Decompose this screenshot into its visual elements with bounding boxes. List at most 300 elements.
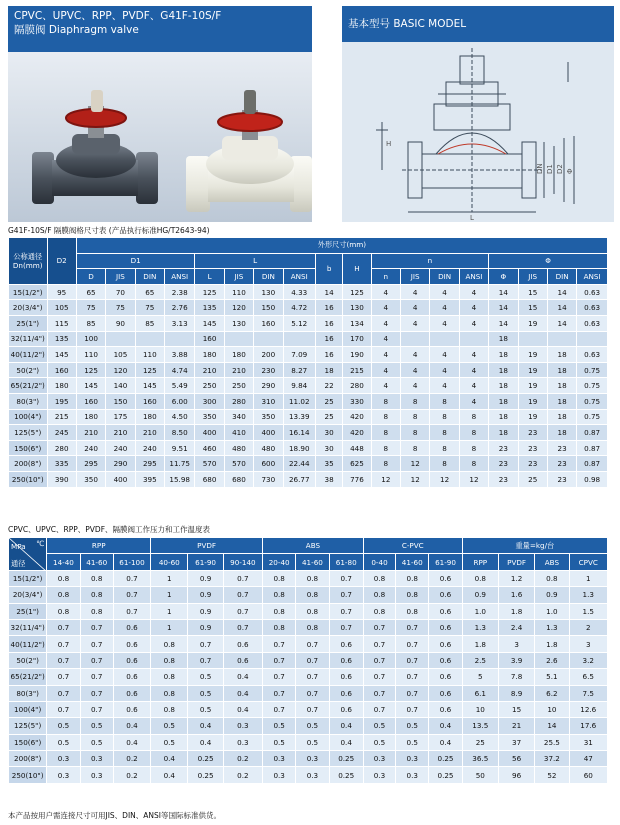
value-cell: 200 (254, 347, 283, 363)
value-cell: 7.5 (569, 685, 607, 701)
pressure-subheader: 0-40 (363, 554, 395, 570)
corner-dn: 通径 (11, 558, 26, 568)
value-cell: 460 (195, 440, 224, 456)
value-cell: 18 (547, 409, 576, 425)
value-cell: 295 (76, 456, 105, 472)
value-cell: 8 (401, 440, 430, 456)
value-cell: 600 (254, 456, 283, 472)
value-cell: 8 (401, 409, 430, 425)
value-cell: 36.5 (462, 751, 498, 767)
dimension-table (8, 237, 608, 488)
value-cell: 23 (518, 456, 547, 472)
size-cell: 100(4") (9, 409, 48, 425)
value-cell: 0.7 (263, 669, 296, 685)
value-cell: 0.7 (296, 685, 329, 701)
dimension-subheader: ANSI (283, 269, 315, 285)
value-cell: 1 (151, 619, 188, 635)
value-cell: 0.4 (113, 734, 150, 750)
value-cell: 18.90 (283, 440, 315, 456)
value-cell: 65 (135, 284, 164, 300)
value-cell: 0.6 (113, 669, 150, 685)
pressure-row (9, 619, 608, 635)
value-cell: 0.7 (113, 570, 150, 586)
value-cell: 160 (47, 362, 76, 378)
value-cell: 120 (224, 300, 253, 316)
value-cell: 1.5 (569, 603, 607, 619)
value-cell: 0.7 (80, 636, 113, 652)
value-cell: 3.88 (165, 347, 195, 363)
pressure-subheader: 61-90 (429, 554, 462, 570)
value-cell: 8 (430, 393, 459, 409)
value-cell: 4 (401, 347, 430, 363)
value-cell: 0.7 (363, 701, 395, 717)
corner-header (9, 538, 47, 571)
value-cell: 23 (489, 471, 518, 487)
group-rpp-header: RPP (47, 538, 151, 554)
value-cell: 0.5 (188, 669, 223, 685)
value-cell: 37 (498, 734, 534, 750)
value-cell: 0.5 (396, 734, 429, 750)
value-cell: 400 (195, 425, 224, 441)
value-cell: 448 (343, 440, 371, 456)
value-cell: 0.4 (223, 701, 262, 717)
value-cell: 0.7 (363, 652, 395, 668)
value-cell: 14 (547, 315, 576, 331)
value-cell: 135 (47, 331, 76, 347)
value-cell: 0.6 (113, 701, 150, 717)
pressure-subheader: 61-80 (329, 554, 363, 570)
value-cell: 0.5 (47, 734, 80, 750)
pressure-subheader: 14-40 (47, 554, 80, 570)
value-cell: 125 (76, 362, 105, 378)
value-cell (165, 331, 195, 347)
value-cell: 0.4 (429, 734, 462, 750)
value-cell: 0.9 (462, 587, 498, 603)
value-cell: 0.87 (577, 425, 608, 441)
size-cell: 250(10") (9, 471, 48, 487)
value-cell: 420 (343, 409, 371, 425)
group-abs-header: ABS (263, 538, 364, 554)
dimension-subheader: JIS (518, 269, 547, 285)
pressure-row (9, 718, 608, 734)
value-cell: 8 (430, 440, 459, 456)
pressure-row (9, 587, 608, 603)
value-cell: 0.3 (296, 767, 329, 783)
value-cell: 0.7 (47, 619, 80, 635)
value-cell: 400 (254, 425, 283, 441)
value-cell: 110 (76, 347, 105, 363)
value-cell: 210 (106, 425, 135, 441)
value-cell: 0.7 (47, 636, 80, 652)
value-cell: 2.5 (462, 652, 498, 668)
drawing-label-h: H (386, 140, 392, 148)
value-cell: 410 (224, 425, 253, 441)
valve-photo-illustration (8, 52, 312, 222)
pressure-subheader: 41-60 (396, 554, 429, 570)
value-cell: 150 (254, 300, 283, 316)
group-phi-header: Φ (489, 253, 608, 269)
value-cell: 13.5 (462, 718, 498, 734)
dims-title: 外形尺寸(mm) (76, 238, 607, 254)
dimension-subheader: JIS (224, 269, 253, 285)
value-cell: 680 (224, 471, 253, 487)
value-cell: 0.7 (329, 619, 363, 635)
col-d2-header: D2 (47, 238, 76, 285)
value-cell: 12 (401, 471, 430, 487)
value-cell: 8.9 (498, 685, 534, 701)
drawing-label-phi: Φ (566, 168, 574, 174)
value-cell: 26.77 (283, 471, 315, 487)
value-cell: 0.6 (429, 603, 462, 619)
size-cell: 15(1/2") (9, 570, 47, 586)
value-cell: 4 (430, 284, 459, 300)
value-cell: 5.12 (283, 315, 315, 331)
value-cell: 0.3 (296, 751, 329, 767)
value-cell: 0.7 (329, 570, 363, 586)
value-cell: 70 (106, 284, 135, 300)
value-cell: 0.5 (396, 718, 429, 734)
value-cell: 0.8 (80, 570, 113, 586)
size-cell: 100(4") (9, 701, 47, 717)
value-cell: 0.7 (263, 701, 296, 717)
value-cell: 23 (489, 456, 518, 472)
value-cell (430, 331, 459, 347)
value-cell: 8 (459, 425, 488, 441)
value-cell: 16 (315, 315, 342, 331)
value-cell: 0.63 (577, 315, 608, 331)
value-cell: 0.5 (363, 718, 395, 734)
dimension-row (9, 440, 608, 456)
value-cell: 4 (371, 347, 400, 363)
value-cell: 18 (547, 347, 576, 363)
value-cell: 0.4 (223, 685, 262, 701)
value-cell: 7.09 (283, 347, 315, 363)
value-cell: 16 (315, 300, 342, 316)
value-cell: 0.5 (151, 734, 188, 750)
value-cell: 125 (195, 284, 224, 300)
value-cell: 5.49 (165, 378, 195, 394)
size-cell: 32(11/4") (9, 331, 48, 347)
value-cell: 0.7 (80, 701, 113, 717)
value-cell: 19 (518, 393, 547, 409)
value-cell: 1.8 (535, 636, 569, 652)
value-cell: 8 (401, 425, 430, 441)
value-cell: 23 (547, 440, 576, 456)
group-b-header: b (315, 253, 342, 284)
value-cell: 0.7 (296, 669, 329, 685)
value-cell: 105 (106, 347, 135, 363)
value-cell: 4.33 (283, 284, 315, 300)
value-cell: 295 (135, 456, 164, 472)
value-cell: 0.4 (223, 669, 262, 685)
size-cell: 20(3/4") (9, 300, 48, 316)
value-cell: 0.75 (577, 378, 608, 394)
value-cell: 0.7 (396, 685, 429, 701)
value-cell: 14 (547, 284, 576, 300)
value-cell: 0.7 (47, 685, 80, 701)
value-cell: 16.14 (283, 425, 315, 441)
value-cell: 85 (135, 315, 164, 331)
value-cell: 8 (459, 409, 488, 425)
value-cell: 290 (106, 456, 135, 472)
value-cell: 0.2 (113, 751, 150, 767)
value-cell: 4 (371, 284, 400, 300)
value-cell: 0.87 (577, 456, 608, 472)
value-cell: 150 (106, 393, 135, 409)
value-cell (518, 331, 547, 347)
value-cell: 0.8 (151, 685, 188, 701)
value-cell: 18 (315, 362, 342, 378)
pressure-subheader: CPVC (569, 554, 607, 570)
pressure-row (9, 701, 608, 717)
size-cell: 40(11/2") (9, 347, 48, 363)
value-cell: 8.27 (283, 362, 315, 378)
value-cell: 145 (47, 347, 76, 363)
value-cell: 8 (459, 440, 488, 456)
value-cell: 0.3 (396, 751, 429, 767)
value-cell: 0.25 (329, 767, 363, 783)
value-cell: 0.7 (296, 636, 329, 652)
dimension-subheader-row (9, 269, 608, 285)
value-cell: 0.7 (396, 652, 429, 668)
value-cell: 3 (569, 636, 607, 652)
value-cell (254, 331, 283, 347)
value-cell: 570 (224, 456, 253, 472)
value-cell: 0.7 (263, 685, 296, 701)
value-cell: 0.4 (151, 751, 188, 767)
value-cell: 210 (224, 362, 253, 378)
value-cell: 240 (106, 440, 135, 456)
value-cell: 23 (518, 425, 547, 441)
product-title-line1: CPVC、UPVC、RPP、PVDF、G41F-10S/F (14, 10, 222, 22)
value-cell: 310 (254, 393, 283, 409)
value-cell: 0.3 (396, 767, 429, 783)
value-cell: 23 (547, 471, 576, 487)
size-cell: 65(21/2") (9, 378, 48, 394)
value-cell: 0.7 (263, 652, 296, 668)
value-cell: 0.8 (263, 570, 296, 586)
value-cell: 14 (535, 718, 569, 734)
dimension-row (9, 284, 608, 300)
product-title-header (8, 6, 312, 52)
value-cell: 2.38 (165, 284, 195, 300)
value-cell: 0.9 (535, 587, 569, 603)
value-cell: 13.39 (283, 409, 315, 425)
value-cell: 680 (195, 471, 224, 487)
value-cell: 0.8 (263, 603, 296, 619)
value-cell: 0.7 (396, 636, 429, 652)
value-cell: 0.8 (47, 587, 80, 603)
value-cell: 8 (430, 456, 459, 472)
value-cell: 240 (135, 440, 164, 456)
pressure-row (9, 767, 608, 783)
pressure-subheader: 20-40 (263, 554, 296, 570)
value-cell: 0.5 (80, 718, 113, 734)
value-cell: 90 (106, 315, 135, 331)
value-cell: 4 (459, 393, 488, 409)
value-cell: 8 (371, 456, 400, 472)
drawing-label-l: L (470, 214, 474, 222)
value-cell: 0.6 (113, 619, 150, 635)
pressure-subheader: ABS (535, 554, 569, 570)
size-cell: 25(1") (9, 603, 47, 619)
value-cell: 3.13 (165, 315, 195, 331)
value-cell: 1.3 (462, 619, 498, 635)
value-cell: 4.74 (165, 362, 195, 378)
value-cell: 4 (371, 331, 400, 347)
pressure-table-caption: CPVC、UPVC、RPP、PVDF、隔膜阀工作压力和工作温度表 (8, 525, 211, 534)
dimension-row (9, 315, 608, 331)
value-cell: 0.87 (577, 440, 608, 456)
corner-mpa: MPa (11, 542, 26, 551)
value-cell: 0.75 (577, 393, 608, 409)
valve-section-drawing (342, 42, 614, 222)
value-cell: 0.5 (47, 718, 80, 734)
value-cell: 5.1 (535, 669, 569, 685)
value-cell: 730 (254, 471, 283, 487)
value-cell: 0.2 (223, 751, 262, 767)
value-cell: 12 (459, 471, 488, 487)
size-cell: 32(11/4") (9, 619, 47, 635)
value-cell: 0.7 (223, 570, 262, 586)
value-cell: 0.8 (396, 603, 429, 619)
value-cell: 0.6 (223, 652, 262, 668)
value-cell: 0.2 (113, 767, 150, 783)
value-cell: 22 (315, 378, 342, 394)
value-cell: 125 (343, 284, 371, 300)
value-cell: 1.0 (462, 603, 498, 619)
value-cell: 250 (224, 378, 253, 394)
value-cell: 3.2 (569, 652, 607, 668)
dimension-row (9, 300, 608, 316)
value-cell: 0.8 (296, 570, 329, 586)
value-cell: 0.7 (113, 587, 150, 603)
value-cell: 350 (76, 471, 105, 487)
dimension-subheader: ANSI (577, 269, 608, 285)
value-cell: 6.5 (569, 669, 607, 685)
value-cell: 8 (401, 393, 430, 409)
corner-temp: ℃ (36, 539, 45, 548)
value-cell: 8 (371, 393, 400, 409)
value-cell: 400 (106, 471, 135, 487)
value-cell: 0.6 (329, 669, 363, 685)
value-cell: 570 (195, 456, 224, 472)
value-cell: 0.7 (363, 685, 395, 701)
value-cell: 0.7 (80, 652, 113, 668)
drawing-label-d1: D1 (546, 164, 554, 174)
size-cell: 150(6") (9, 734, 47, 750)
value-cell: 0.8 (363, 587, 395, 603)
value-cell: 6.1 (462, 685, 498, 701)
value-cell: 160 (135, 393, 164, 409)
group-h-header: H (343, 253, 371, 284)
value-cell: 7.8 (498, 669, 534, 685)
value-cell: 170 (343, 331, 371, 347)
value-cell: 19 (518, 362, 547, 378)
value-cell: 0.5 (296, 734, 329, 750)
value-cell (401, 331, 430, 347)
value-cell: 175 (106, 409, 135, 425)
value-cell: 180 (224, 347, 253, 363)
value-cell: 0.7 (223, 619, 262, 635)
value-cell: 15 (518, 300, 547, 316)
size-cell: 25(1") (9, 315, 48, 331)
value-cell: 12 (371, 471, 400, 487)
value-cell: 25 (315, 409, 342, 425)
value-cell: 4 (459, 347, 488, 363)
value-cell: 9.84 (283, 378, 315, 394)
value-cell: 14 (489, 300, 518, 316)
value-cell: 14 (489, 315, 518, 331)
value-cell: 180 (47, 378, 76, 394)
size-cell: 40(11/2") (9, 636, 47, 652)
value-cell: 0.3 (223, 718, 262, 734)
value-cell: 0.7 (80, 619, 113, 635)
group-n-header: n (371, 253, 489, 269)
value-cell: 110 (135, 347, 164, 363)
value-cell: 6.2 (535, 685, 569, 701)
value-cell: 245 (47, 425, 76, 441)
value-cell: 1.0 (535, 603, 569, 619)
product-photo (8, 52, 312, 222)
value-cell: 0.6 (429, 701, 462, 717)
value-cell: 3.9 (498, 652, 534, 668)
dimension-subheader: ANSI (459, 269, 488, 285)
value-cell: 0.5 (188, 701, 223, 717)
value-cell: 160 (195, 331, 224, 347)
value-cell: 18 (489, 331, 518, 347)
value-cell: 0.63 (577, 347, 608, 363)
pressure-row (9, 751, 608, 767)
value-cell: 105 (47, 300, 76, 316)
value-cell: 134 (343, 315, 371, 331)
weight-header: 重量=kg/台 (462, 538, 607, 554)
size-cell: 125(5") (9, 718, 47, 734)
value-cell: 75 (76, 300, 105, 316)
value-cell: 5 (462, 669, 498, 685)
dimension-subheader: JIS (401, 269, 430, 285)
dimension-row (9, 471, 608, 487)
pressure-table (8, 537, 608, 784)
size-cell: 15(1/2") (9, 284, 48, 300)
value-cell: 330 (343, 393, 371, 409)
pressure-subheader: RPP (462, 554, 498, 570)
value-cell (106, 331, 135, 347)
value-cell: 14 (547, 300, 576, 316)
value-cell: 1 (569, 570, 607, 586)
value-cell: 18 (489, 362, 518, 378)
value-cell: 8 (459, 456, 488, 472)
size-cell: 20(3/4") (9, 587, 47, 603)
value-cell: 21 (498, 718, 534, 734)
value-cell: 180 (135, 409, 164, 425)
value-cell: 0.8 (296, 619, 329, 635)
value-cell: 0.25 (188, 767, 223, 783)
value-cell: 0.7 (188, 636, 223, 652)
value-cell: 280 (47, 440, 76, 456)
dimension-subheader: DIN (254, 269, 283, 285)
value-cell: 75 (135, 300, 164, 316)
value-cell: 0.6 (329, 636, 363, 652)
value-cell: 0.8 (151, 636, 188, 652)
dimension-subheader: JIS (106, 269, 135, 285)
pressure-row (9, 636, 608, 652)
value-cell: 125 (135, 362, 164, 378)
value-cell: 0.8 (80, 587, 113, 603)
dimension-subheader: ANSI (165, 269, 195, 285)
value-cell: 17.6 (569, 718, 607, 734)
value-cell: 0.3 (263, 751, 296, 767)
